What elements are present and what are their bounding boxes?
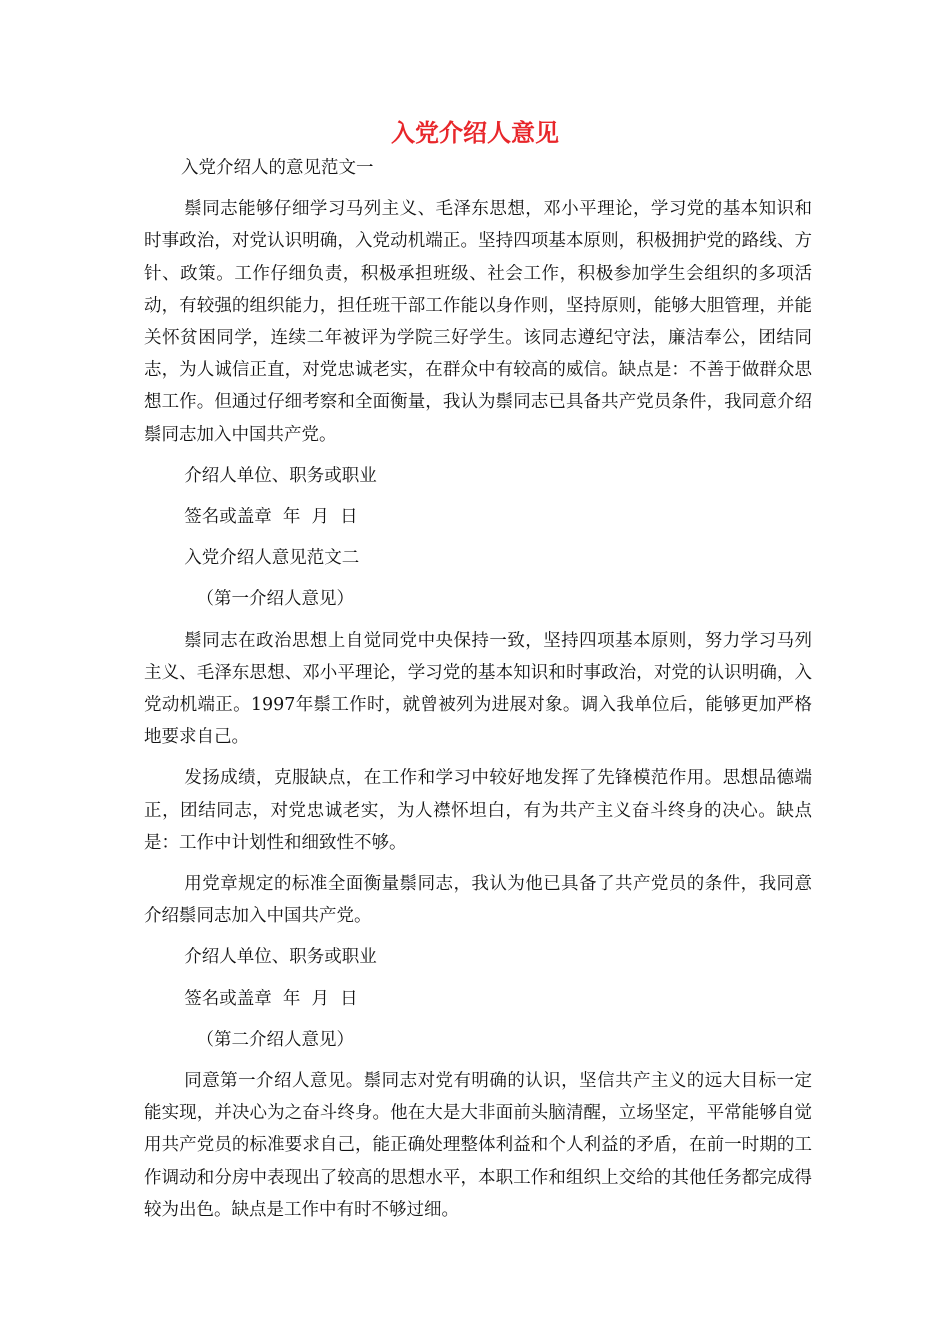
paragraph-signature-date-2: 签名或盖章 年 月 日 [184, 988, 358, 1009]
paragraph-referrer-unit-2: 介绍人单位、职务或职业 [184, 947, 377, 968]
first-referrer-heading: （第一介绍人意见） [196, 589, 354, 610]
document-body [144, 152, 812, 1226]
paragraph-achievements: 发扬成绩，克服缺点，在工作和学习中较好地发挥了先锋模范作用。思想品德端正，团结同志，对党忠诚老实，为人襟怀坦白，有为共产主义奋斗终身的决心。缺点是：工作中计划性和细致性不够。 [144, 768, 812, 853]
paragraph-referrer-unit: 介绍人单位、职务或职业 [184, 465, 377, 486]
page-title: 入党介绍人意见 [391, 119, 559, 147]
paragraph-first-referrer-opinion: 鬃同志在政治思想上自觉同党中央保持一致，坚持四项基本原则，努力学习马列主义、毛泽东思想、邓小平理论，学习党的基本知识和时事政治，对党的认识明确，入党动机端正。1997年鬃工作时，就曾被列为进展对象。调入我单位后，能够更加严格地要求自己。 [144, 630, 812, 748]
paragraph-signature-date: 签名或盖章 年 月 日 [184, 507, 358, 528]
section-heading-one: 入党介绍人的意见范文一 [181, 158, 374, 178]
paragraph-assessment: 用党章规定的标准全面衡量鬃同志，我认为他已具备了共产党员的条件，我同意介绍鬃同志加入中国共产党。 [144, 874, 812, 927]
paragraph-second-referrer-opinion: 同意第一介绍人意见。鬃同志对党有明确的认识，坚信共产主义的远大目标一定能实现，并决心为之奋斗终身。他在大是大非面前头脑清醒，立场坚定，平常能够自觉用共产党员的标准要求自己，能正确处理整体利益和个人利益的矛盾，在前一时期的工作调动和分房中表现出了较高的思想水平，本职工作和组织上交给的其他任务都完成得较为出色。缺点是工作中有时不够过细。 [144, 1071, 812, 1220]
second-referrer-heading: （第二介绍人意见） [196, 1029, 354, 1050]
paragraph-opinion-one: 鬃同志能够仔细学习马列主义、毛泽东思想，邓小平理论，学习党的基本知识和时事政治，对党认识明确，入党动机端正。坚持四项基本原则，积极拥护党的路线、方针、政策。工作仔细负责，积极承担班级、社会工作，积极参加学生会组织的多项活动，有较强的组织能力，担任班干部工作能以身作则，坚持原则，能够大胆管理，并能关怀贫困同学，连续二年被评为学院三好学生。该同志遵纪守法，廉洁奉公，团结同志，为人诚信正直，对党忠诚老实，在群众中有较高的威信。缺点是：不善于做群众思想工作。但通过仔细考察和全面衡量，我认为鬃同志已具备共产党员条件，我同意介绍鬃同志加入中国共产党。 [144, 199, 812, 445]
section-heading-two: 入党介绍人意见范文二 [184, 548, 360, 569]
